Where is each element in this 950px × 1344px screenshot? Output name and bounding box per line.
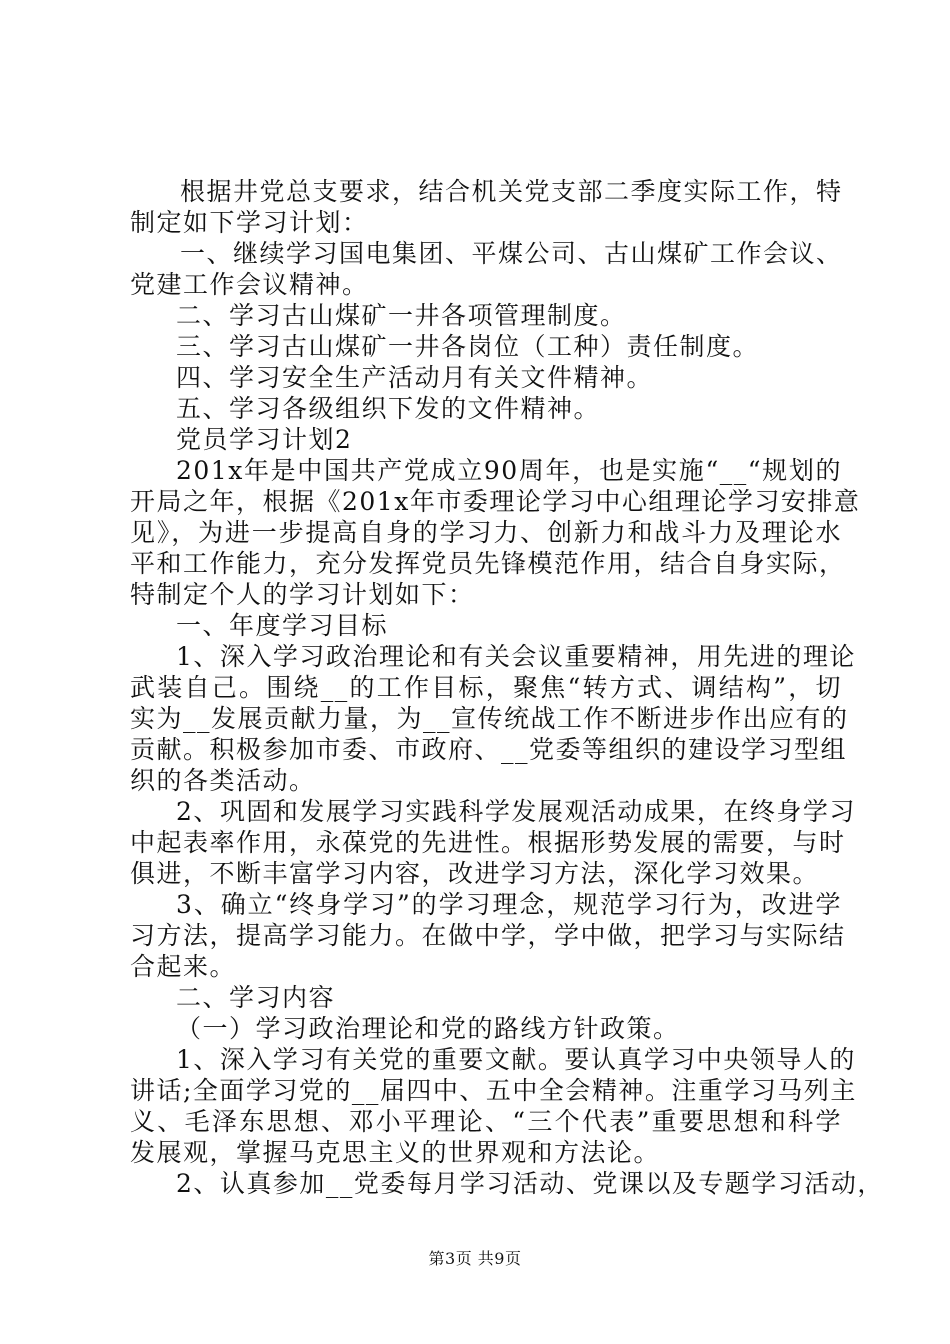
paragraph-line: 贡献。积极参加市委、市政府、__党委等组织的建设学习型组	[130, 735, 848, 764]
paragraph-line: 党建工作会议精神。	[130, 270, 369, 299]
paragraph-line: 特制定个人的学习计划如下：	[130, 580, 475, 609]
section-heading: 党员学习计划2	[176, 425, 353, 454]
section-heading: 一、年度学习目标	[176, 611, 389, 640]
paragraph-line: 发展观，掌握马克思主义的世界观和方法论。	[130, 1138, 661, 1167]
section-heading: 二、学习内容	[176, 983, 336, 1012]
paragraph-line: 1、深入学习有关党的重要文献。要认真学习中央领导人的	[176, 1045, 856, 1074]
paragraph-line: 俱进，不断丰富学习内容，改进学习方法，深化学习效果。	[130, 859, 820, 888]
paragraph-line: 合起来。	[130, 952, 237, 981]
paragraph-line: 中起表率作用，永葆党的先进性。根据形势发展的需要，与时	[130, 828, 846, 857]
paragraph-line: 织的各类活动。	[130, 766, 316, 795]
paragraph-line: 义、毛泽东思想、邓小平理论、“三个代表”重要思想和科学	[130, 1107, 842, 1136]
paragraph-line: 讲话;全面学习党的__届四中、五中全会精神。注重学习马列主	[130, 1076, 857, 1105]
subsection-heading: （一）学习政治理论和党的路线方针政策。	[176, 1014, 680, 1043]
page-number-footer: 第3页 共9页	[428, 1249, 522, 1268]
paragraph-line: 根据井党总支要求，结合机关党支部二季度实际工作，特	[180, 177, 843, 206]
paragraph-line: 平和工作能力，充分发挥党员先锋模范作用，结合自身实际，	[130, 549, 846, 578]
paragraph-line: 二、学习古山煤矿一井各项管理制度。	[176, 301, 627, 330]
paragraph-line: 武装自己。围绕__的工作目标，聚焦“转方式、调结构”，切	[130, 673, 842, 702]
paragraph-line: 201x年是中国共产党成立90周年，也是实施“__“规划的	[176, 456, 842, 485]
paragraph-line: 四、学习安全生产活动月有关文件精神。	[176, 363, 654, 392]
paragraph-line: 开局之年，根据《201x年市委理论学习中心组理论学习安排意	[130, 487, 861, 516]
paragraph-line: 2、巩固和发展学习实践科学发展观活动成果，在终身学习	[176, 797, 856, 826]
paragraph-line: 三、学习古山煤矿一井各岗位（工种）责任制度。	[176, 332, 760, 361]
paragraph-line: 1、深入学习政治理论和有关会议重要精神，用先进的理论	[176, 642, 856, 671]
paragraph-line: 见》，为进一步提高自身的学习力、创新力和战斗力及理论水	[130, 518, 842, 547]
paragraph-line: 3、确立“终身学习”的学习理念，规范学习行为，改进学	[176, 890, 842, 919]
paragraph-line: 一、继续学习国电集团、平煤公司、古山煤矿工作会议、	[180, 239, 843, 268]
paragraph-line: 实为__发展贡献力量，为__宣传统战工作不断进步作出应有的	[130, 704, 849, 733]
paragraph-line: 五、学习各级组织下发的文件精神。	[176, 394, 601, 423]
paragraph-line: 习方法，提高学习能力。在做中学，学中做，把学习与实际结	[130, 921, 846, 950]
document-body	[130, 176, 884, 1199]
paragraph-line: 2、认真参加__党委每月学习活动、党课以及专题学习活动，	[176, 1169, 884, 1198]
paragraph-line: 制定如下学习计划：	[130, 208, 369, 237]
